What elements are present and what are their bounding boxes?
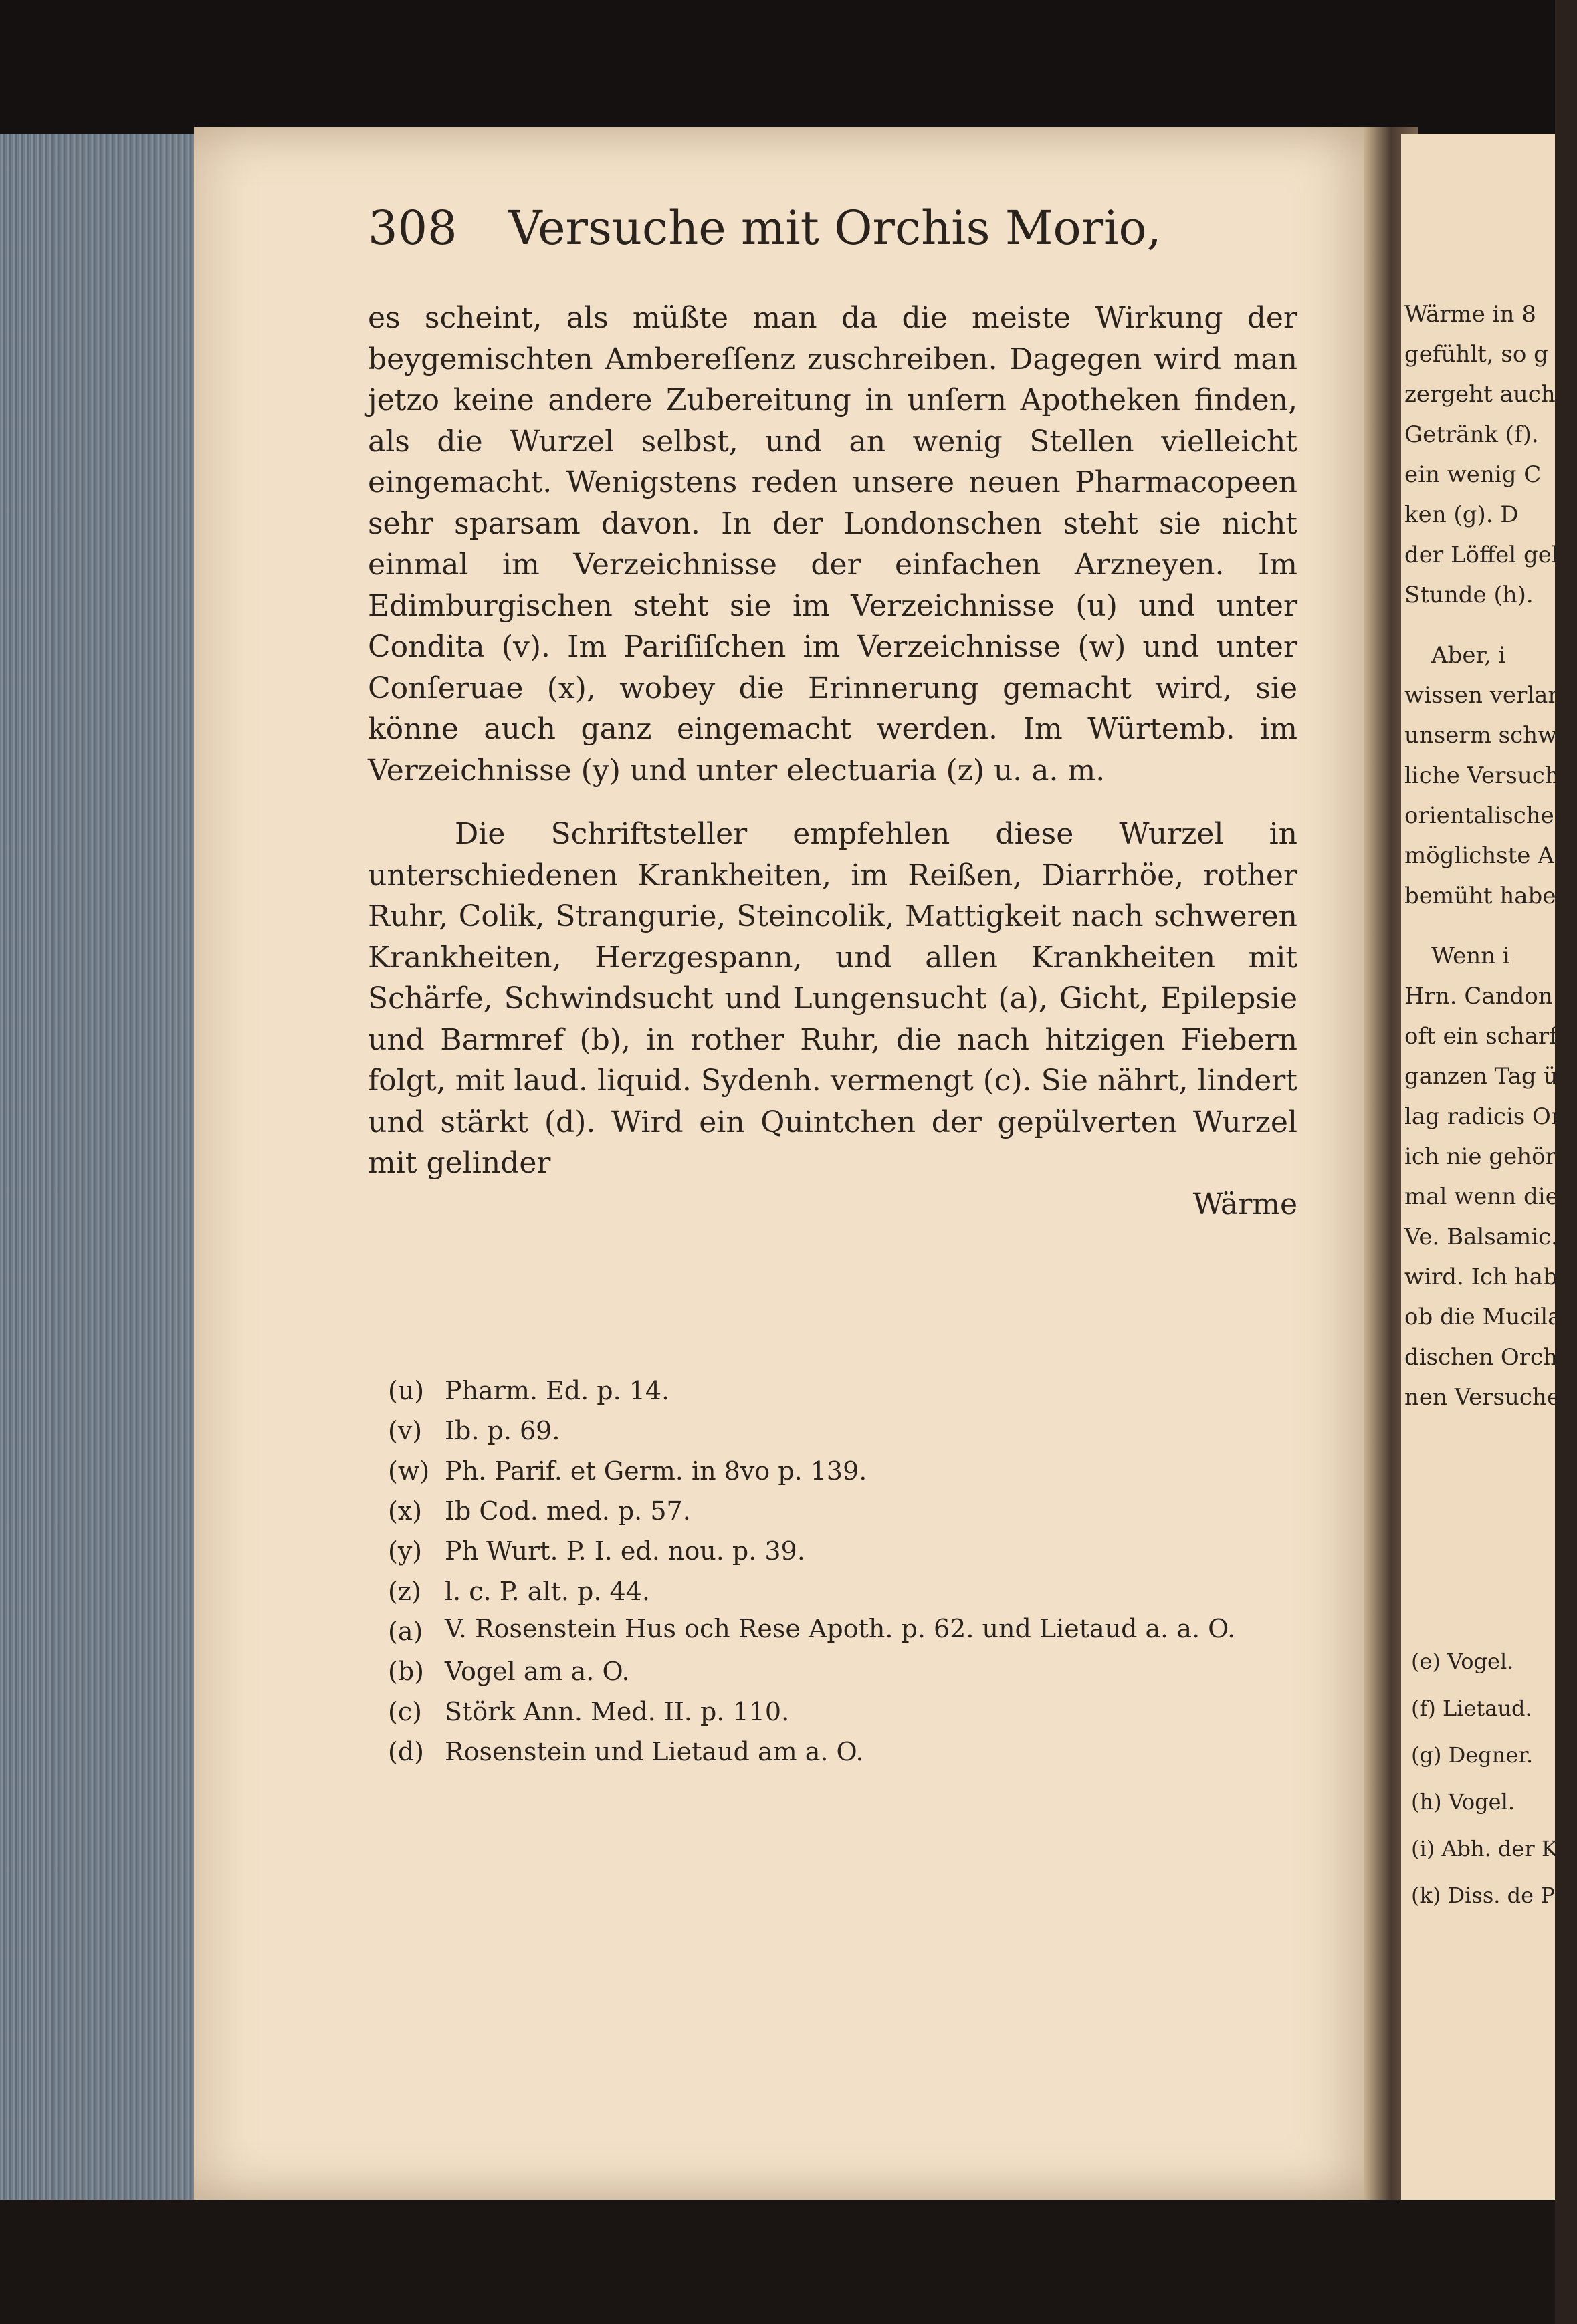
facing-line: wissen verlang bbox=[1404, 682, 1577, 709]
facing-line: möglichste A bbox=[1404, 842, 1554, 869]
paragraph: Die Schriftsteller empfehlen diese Wurzel in unterschiedenen Krankheiten, im Reißen, Diarrhöe, rother Ruhr, Colik, Strangurie, Steincolik, Mattigkeit nach schweren Krankheiten, Herzgespann, und allen Krankheiten mit Schärfe, Schwindsucht und Lungensucht (a), Gicht, Epilepsie und Barmref (b), in rother Ruhr, die nach hitzigen Fiebern folgt, mit laud. liquid. Sydenh. vermengt (c). Sie nährt, lindert und stärkt (d). Wird ein Quintchen der gepülverten Wurzel mit gelinder bbox=[368, 817, 1297, 1180]
facing-line: Ve. Balsamic. bbox=[1404, 1224, 1558, 1250]
facing-footnote: (g) Degner. bbox=[1411, 1742, 1534, 1768]
footnote-text: Rosenstein und Lietaud am a. O. bbox=[445, 1737, 864, 1766]
facing-footnote: (i) Abh. der K. bbox=[1411, 1836, 1564, 1861]
facing-line: der Löffel geb bbox=[1404, 542, 1566, 568]
facing-line: liche Versuch bbox=[1404, 762, 1560, 789]
footnote bbox=[388, 1611, 1297, 1651]
footnote bbox=[388, 1732, 1297, 1772]
page-number: 308 bbox=[368, 201, 457, 255]
facing-line: Stunde (h). bbox=[1404, 582, 1534, 608]
facing-footnote: (e) Vogel. bbox=[1411, 1649, 1514, 1674]
facing-line: mal wenn die bbox=[1404, 1183, 1559, 1210]
facing-line: lag radicis Or bbox=[1404, 1103, 1562, 1130]
footnote bbox=[388, 1451, 1297, 1491]
paragraph: es scheint, als müßte man da die meiste Wirkung der beygemischten Ambereſſenz zuschreiben. Dagegen wird man jetzo keine andere Zubereitung in unſern Apotheken finden, als die Wurzel selbst, und an wenig Stellen vielleicht eingemacht. Wenigstens reden unsere neuen Pharmacopeen sehr sparsam davon. In der Londonschen steht sie nicht einmal im Verzeichnisse der einfachen Arzneyen. Im Edimburgischen steht sie im Verzeichnisse (u) und unter Condita (v). Im Pariſiſchen im Verzeichnisse (w) und unter Conſeruae (x), wobey die Erinnerung gemacht wird, sie könne auch ganz eingemacht werden. Im Würtemb. im Verzeichnisse (y) und unter electuaria (z) u. a. m. bbox=[368, 301, 1297, 788]
facing-line: Aber, i bbox=[1431, 642, 1506, 669]
facing-line: Wenn i bbox=[1431, 943, 1510, 969]
footnote-text: Pharm. Ed. p. 14. bbox=[445, 1376, 670, 1405]
facing-page-footnotes bbox=[1411, 1638, 1567, 1919]
facing-line: nen Versuchen bbox=[1404, 1384, 1575, 1411]
footnote-text: Störk Ann. Med. II. p. 110. bbox=[445, 1697, 790, 1726]
facing-line: Hrn. Candon bbox=[1404, 983, 1553, 1010]
footnote bbox=[388, 1651, 1297, 1692]
footnote bbox=[388, 1411, 1297, 1451]
facing-page-text bbox=[1404, 294, 1577, 1417]
footnote-label: (c) bbox=[388, 1697, 422, 1726]
footnote-label: (x) bbox=[388, 1496, 423, 1526]
footnote bbox=[388, 1491, 1297, 1531]
running-title: Versuche mit Orchis Morio, bbox=[508, 201, 1162, 255]
body-text bbox=[368, 298, 1297, 1225]
book-page-edges bbox=[0, 134, 221, 2200]
page-header bbox=[368, 201, 1318, 274]
facing-footnote: (h) Vogel. bbox=[1411, 1789, 1515, 1815]
facing-line: ich nie gehört bbox=[1404, 1143, 1566, 1170]
backdrop bbox=[0, 2200, 1555, 2324]
facing-footnote: (f) Lietaud. bbox=[1411, 1696, 1532, 1721]
footnote-label: (u) bbox=[388, 1376, 425, 1405]
footnote-text: Ib. p. 69. bbox=[445, 1416, 560, 1445]
footnote-text: Ph. Parif. et Germ. in 8vo p. 139. bbox=[445, 1456, 867, 1486]
facing-line: gefühlt, so g bbox=[1404, 341, 1548, 368]
facing-line: ein wenig C bbox=[1404, 461, 1542, 488]
footnote-label: (z) bbox=[388, 1577, 421, 1606]
footnote-text: V. Rosenstein Hus och Rese Apoth. p. 62. und Lietaud a. a. O. bbox=[445, 1614, 1236, 1643]
facing-line: ganzen Tag ü bbox=[1404, 1063, 1558, 1090]
footnote bbox=[388, 1371, 1297, 1411]
facing-line: unserm schwe bbox=[1404, 722, 1571, 749]
footnote-text: Ph Wurt. P. I. ed. nou. p. 39. bbox=[445, 1536, 805, 1566]
backdrop bbox=[0, 0, 1555, 134]
footnote-label: (a) bbox=[388, 1617, 423, 1646]
facing-line: dischen Orchis bbox=[1404, 1344, 1577, 1371]
footnote-label: (y) bbox=[388, 1536, 423, 1566]
footnote-label: (w) bbox=[388, 1456, 430, 1486]
facing-line: oft ein scharfe bbox=[1404, 1023, 1571, 1050]
footnote-label: (d) bbox=[388, 1737, 424, 1766]
footnote bbox=[388, 1692, 1297, 1732]
footnote-text: l. c. P. alt. p. 44. bbox=[445, 1577, 650, 1606]
footnote bbox=[388, 1571, 1297, 1611]
facing-line: Wärme in 8 bbox=[1404, 301, 1536, 328]
facing-footnote: (k) Diss. de Po bbox=[1411, 1883, 1567, 1908]
catchword: Wärme bbox=[1192, 1187, 1297, 1222]
facing-line: ob die Mucilag bbox=[1404, 1304, 1576, 1330]
facing-line: Getränk (f). bbox=[1404, 421, 1539, 448]
facing-line: wird. Ich hab bbox=[1404, 1264, 1558, 1290]
footnote-text: Ib Cod. med. p. 57. bbox=[445, 1496, 691, 1526]
facing-line: bemüht habe bbox=[1404, 883, 1556, 909]
footnote-text: Vogel am a. O. bbox=[445, 1657, 630, 1686]
facing-line: orientalischen bbox=[1404, 802, 1569, 829]
facing-line: zergeht auch i bbox=[1404, 381, 1570, 408]
footnotes bbox=[388, 1371, 1297, 1772]
footnote bbox=[388, 1531, 1297, 1571]
facing-line: ken (g). D bbox=[1404, 501, 1519, 528]
footnote-label: (v) bbox=[388, 1416, 423, 1445]
footnote-label: (b) bbox=[388, 1657, 424, 1686]
